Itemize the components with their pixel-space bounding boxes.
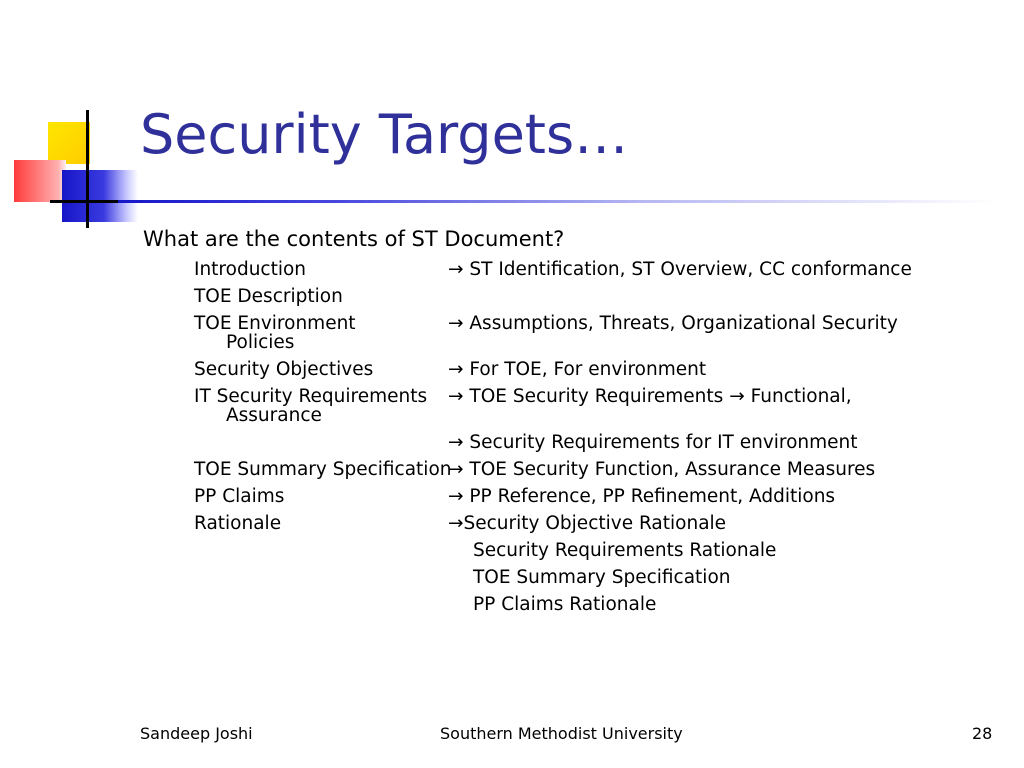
item-detail: → For TOE, For environment [448, 359, 707, 380]
item-detail-continuation: Policies [226, 332, 295, 353]
item-label: IT Security Requirements [194, 386, 428, 407]
list-item-introduction [194, 259, 994, 281]
list-item-security-objectives [194, 359, 994, 381]
slide-number: 28 [972, 724, 993, 743]
horizontal-line-decoration [50, 200, 128, 203]
item-detail: → PP Reference, PP Refinement, Additions [448, 486, 836, 507]
arrow-right-icon: → [448, 513, 464, 534]
arrow-right-icon: → [448, 359, 464, 380]
list-item-rationale-sub [194, 594, 994, 616]
item-detail: → ST Identification, ST Overview, CC conformance [448, 259, 912, 280]
list-item-toe-environment [194, 313, 994, 335]
footer-author: Sandeep Joshi [140, 724, 253, 743]
item-detail-continuation: Assurance [226, 405, 322, 426]
list-item-it-environment [194, 432, 994, 454]
slide-logo-decoration [0, 0, 150, 240]
arrow-right-icon: → [448, 259, 464, 280]
list-item-toe-summary-specification [194, 459, 994, 481]
red-square-decoration [14, 160, 66, 202]
contents-list [194, 259, 994, 621]
list-item-rationale-sub [194, 540, 994, 562]
arrow-right-icon: → [448, 486, 464, 507]
title-underline-rule [118, 200, 998, 203]
list-item-toe-description [194, 286, 994, 308]
yellow-square-decoration [48, 122, 90, 164]
item-detail: Security Requirements Rationale [473, 540, 777, 561]
footer-institution: Southern Methodist University [440, 724, 683, 743]
item-detail: → Assumptions, Threats, Organizational Security [448, 313, 898, 334]
item-label: Introduction [194, 259, 307, 280]
arrow-right-icon: → [729, 386, 745, 407]
slide-title: Security Targets… [140, 103, 629, 166]
item-detail: →Security Objective Rationale [448, 513, 727, 534]
list-item-rationale [194, 513, 994, 535]
item-label: TOE Description [194, 286, 343, 307]
list-item-rationale-sub [194, 567, 994, 589]
item-detail: → TOE Security Function, Assurance Measures [448, 459, 876, 480]
vertical-line-decoration [86, 110, 89, 228]
list-item-pp-claims [194, 486, 994, 508]
slide-question: What are the contents of ST Document? [143, 227, 565, 251]
arrow-right-icon: → [448, 313, 464, 334]
item-detail: → TOE Security Requirements → Functional, [448, 386, 852, 407]
item-label: Security Objectives [194, 359, 374, 380]
item-label: TOE Summary Specification [194, 459, 452, 480]
arrow-right-icon: → [448, 432, 464, 453]
item-detail: TOE Summary Specification [473, 567, 731, 588]
arrow-right-icon: → [448, 386, 464, 407]
blue-square-decoration [62, 170, 138, 222]
item-label: PP Claims [194, 486, 285, 507]
item-label: TOE Environment [194, 313, 356, 334]
item-detail: → Security Requirements for IT environment [448, 432, 858, 453]
item-detail: PP Claims Rationale [473, 594, 657, 615]
item-label: Rationale [194, 513, 282, 534]
arrow-right-icon: → [448, 459, 464, 480]
